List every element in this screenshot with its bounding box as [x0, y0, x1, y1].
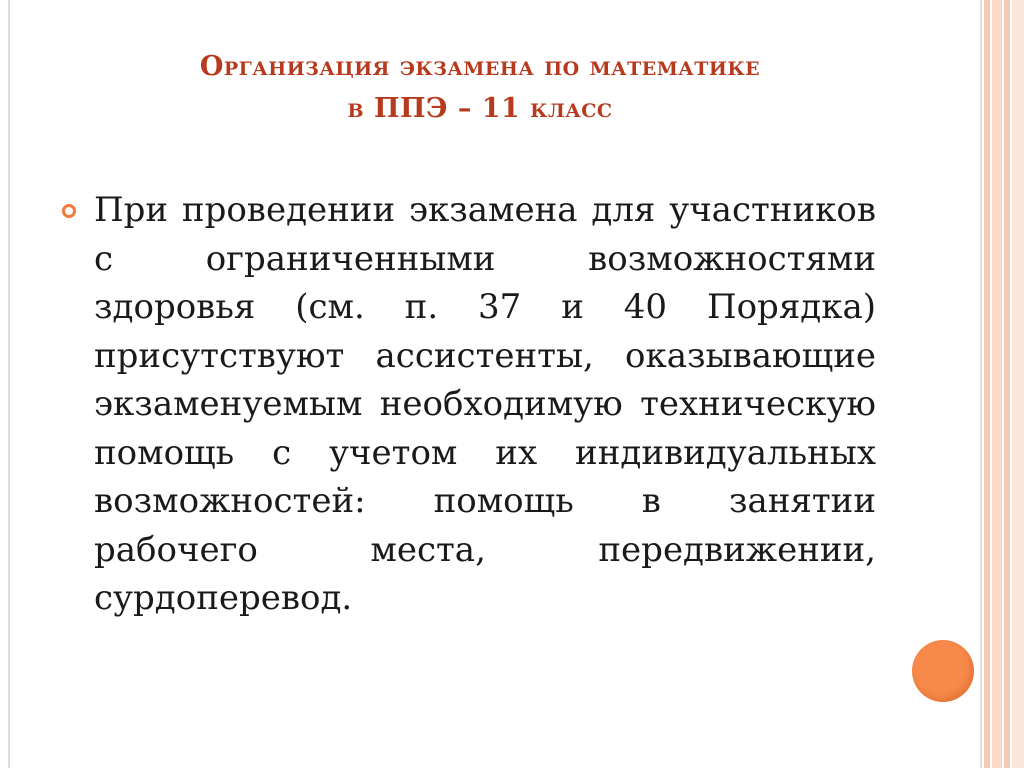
decor-stripe	[1004, 0, 1010, 768]
decor-circle-icon	[912, 640, 974, 702]
slide-title	[40, 46, 920, 130]
bullet-ring-icon	[62, 204, 76, 218]
title-line-2: в ППЭ – 11 класс	[347, 93, 613, 124]
decor-stripe	[992, 0, 1002, 768]
decor-stripe	[1012, 0, 1024, 768]
title-line-1: Организация экзамена по математике	[199, 51, 761, 82]
decor-stripe	[984, 0, 990, 768]
bullet-text: При проведении экзамена для участников с ограниченными возможностями здоровья (см. п. 37 и 40 Порядка) присутствуют ассистенты, оказывающие экзаменуемым необходимую техническую помощь с учетом их индивидуальных возможностей: помощь в занятии рабочего места, передвижении, сурдоперевод.	[94, 190, 876, 618]
